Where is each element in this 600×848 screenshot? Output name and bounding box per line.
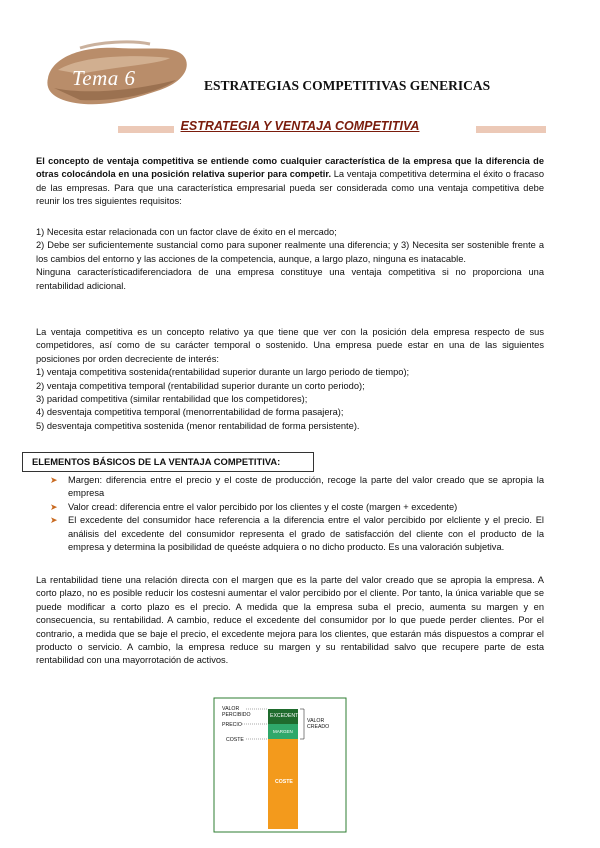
elements-bullet-list bbox=[50, 474, 544, 554]
segment-label-margen: MARGEN bbox=[273, 729, 293, 734]
section-bar-right bbox=[476, 126, 546, 133]
arrow-bullet-icon: ➤ bbox=[50, 475, 58, 485]
bullet-text: Valor cread: diferencia entre el valor percibido por los clientes y el coste (margen + excedente) bbox=[68, 501, 458, 512]
arrow-bullet-icon: ➤ bbox=[50, 515, 58, 526]
bullet-valor-creado bbox=[50, 501, 544, 514]
diagram-label-creado: CREADO bbox=[307, 724, 330, 730]
requirement-line-1: 1) Necesita estar relacionada con un factor clave de éxito en el mercado; bbox=[36, 227, 337, 237]
position-item: 2) ventaja competitiva temporal (rentabilidad superior durante un corto periodo); bbox=[36, 380, 365, 391]
section-title: ESTRATEGIA Y VENTAJA COMPETITIVA bbox=[180, 119, 420, 133]
diagram-label-percibido: PERCIBIDO bbox=[222, 712, 251, 718]
diagram-label-coste: COSTE bbox=[226, 737, 244, 743]
arrow-bullet-icon: ➤ bbox=[50, 501, 58, 512]
diagram-label-valor: VALOR bbox=[222, 706, 240, 712]
bullet-text: Margen: diferencia entre el precio y el coste de producción, recoge la parte del valor creado que se apropia la empresa bbox=[68, 475, 544, 499]
profitability-text: La rentabilidad tiene una relación directa con el margen que es la parte del valor creado que se apropia la empresa. A corto plazo, no es posible reducir los costesni aumentar el valor percibido por el cliente. Por tanto, la única variable que se puede modificar a corto plazo es el precio. A medida que la empresa suba el precio, aumenta su margen y en consecuencia, su rentabilidad. A cambio, reduce el excedente del consumidor por lo que puede perder clientes. Por el contrario, a medida que se baje el precio, el excedente mejora para los clientes, que estarán más dispuestos a comprar el producto o servicio. A cambio, la empresa reduce su margen y su rentabilidad salvo que recupere parte de esta rentabilidad con una mayorrotación de activos. bbox=[36, 575, 544, 666]
elements-heading: ELEMENTOS BÁSICOS DE LA VENTAJA COMPETITIVA: bbox=[32, 456, 281, 467]
position-item: 4) desventaja competitiva temporal (menorrentabilidad de forma pasajera); bbox=[36, 407, 344, 418]
positions-intro: La ventaja competitiva es un concepto relativo ya que tiene que ver con la posición dela empresa respecto de sus competidores, así como de su carácter temporal o sostenido. Una empresa puede estar en una de las siguientes posiciones por orden decreciente de interés: bbox=[36, 327, 544, 364]
intro-rest: La ventaja competitiva determina el éxito o fracaso de las empresas. Para que una característica empresarial pueda ser considerada como una ventaja competitiva debe reunir los tres siguientes requisitos: bbox=[36, 169, 544, 207]
positions-block bbox=[36, 326, 544, 433]
position-item: 5) desventaja competitiva sostenida (menor rentabilidad de forma persistente). bbox=[36, 420, 360, 431]
diagram-label-precio: PRECIO bbox=[222, 722, 242, 728]
profitability-paragraph bbox=[36, 574, 544, 668]
bullet-margen bbox=[50, 474, 544, 501]
requirement-line-3: Ninguna característicadiferenciadora de una empresa constituye una ventaja competitiva si no proporciona una rentabilidad adicional. bbox=[36, 267, 544, 291]
bullet-text: El excedente del consumidor hace referencia a la diferencia entre el valor percibido por elcliente y el precio. El análisis del excedente del consumidor representa el grado de satisfacción del cliente con el producto de la empresa y determina la posibilidad de queéste adquiera o no dicho producto. Es una valoración subjetiva. bbox=[68, 515, 544, 553]
intro-paragraph bbox=[36, 155, 544, 209]
segment-label-excedente: EXCEDENTE bbox=[270, 713, 302, 719]
position-item: 3) paridad competitiva (similar rentabilidad que los competidores); bbox=[36, 394, 308, 405]
intro-bold: El concepto de ventaja competitiva se entiende como cualquier característica de la empresa que la diferencia de otras colocándola en una posición relativa superior para competir. bbox=[36, 156, 544, 180]
segment-label-coste: COSTE bbox=[275, 779, 293, 785]
requirement-line-2: 2) Debe ser suficientemente sustancial como para suponer realmente una diferencia; y 3) Necesita ser sostenible frente a los cambios del entorno y las acciones de la competencia, aunque, a largo plazo, ninguna es inatacable. bbox=[36, 240, 544, 264]
requirements-block bbox=[36, 226, 544, 293]
diagram-label-valor-right: VALOR bbox=[307, 718, 325, 724]
value-diagram bbox=[212, 696, 352, 836]
position-item: 1) ventaja competitiva sostenida(rentabilidad superior durante un largo periodo de tiempo); bbox=[36, 367, 410, 378]
tema-label: Tema 6 bbox=[72, 66, 136, 90]
bullet-excedente bbox=[50, 514, 544, 554]
document-title: ESTRATEGIAS COMPETITIVAS GENERICAS bbox=[204, 78, 491, 93]
